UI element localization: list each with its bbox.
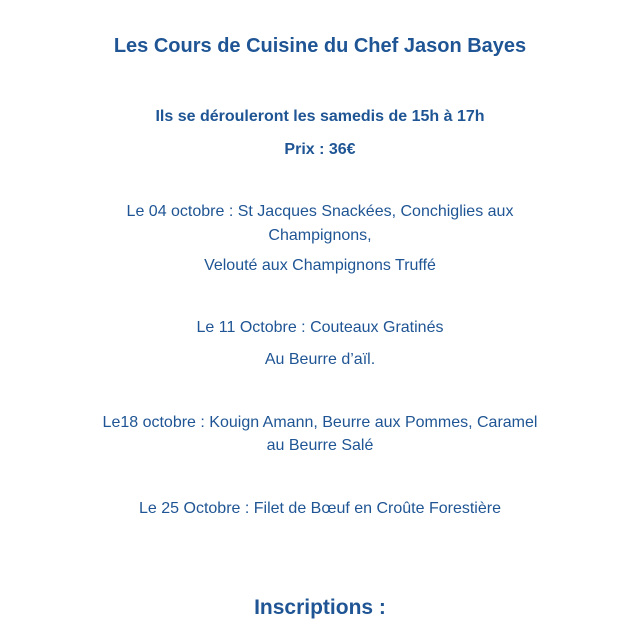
session-line: Velouté aux Champignons Truffé <box>204 257 436 274</box>
session-line: Champignons, <box>268 227 372 244</box>
session-line: au Beurre Salé <box>266 437 374 454</box>
price-text: Prix : 36€ <box>284 141 356 158</box>
session-line: Au Beurre d’aïl. <box>264 351 376 368</box>
session-line: Le 25 Octobre : Filet de Bœuf en Croûte Forestière <box>139 500 501 517</box>
registration-heading: Inscriptions : <box>254 596 386 619</box>
session-line: Le 11 Octobre : Couteaux Gratinés <box>196 319 444 336</box>
page-title: Les Cours de Cuisine du Chef Jason Bayes <box>113 35 527 57</box>
session-line: Le 04 octobre : St Jacques Snackées, Conchiglies aux <box>126 203 514 220</box>
schedule-text: Ils se dérouleront les samedis de 15h à 17h <box>155 108 485 125</box>
session-line: Le18 octobre : Kouign Amann, Beurre aux Pommes, Caramel <box>102 414 538 431</box>
